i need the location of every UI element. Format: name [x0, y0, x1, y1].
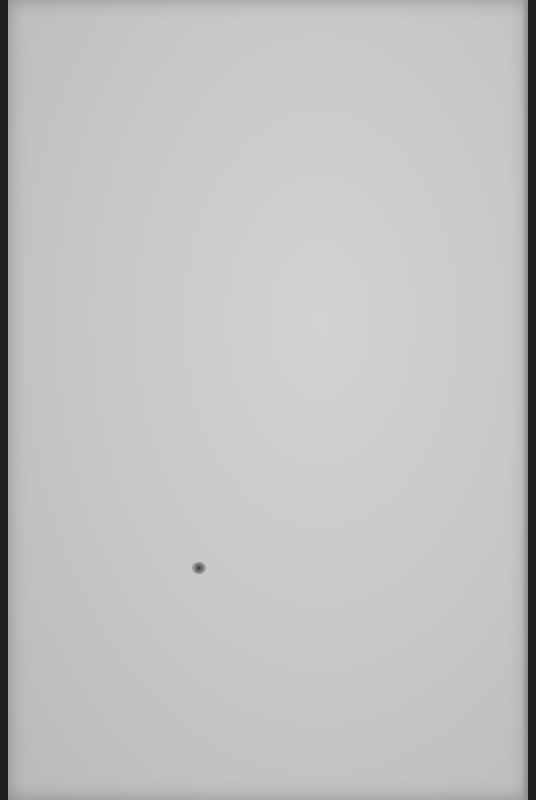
book-page: [8, 0, 528, 800]
page-edge-shadow: [522, 0, 528, 800]
ink-blot: [192, 562, 206, 574]
